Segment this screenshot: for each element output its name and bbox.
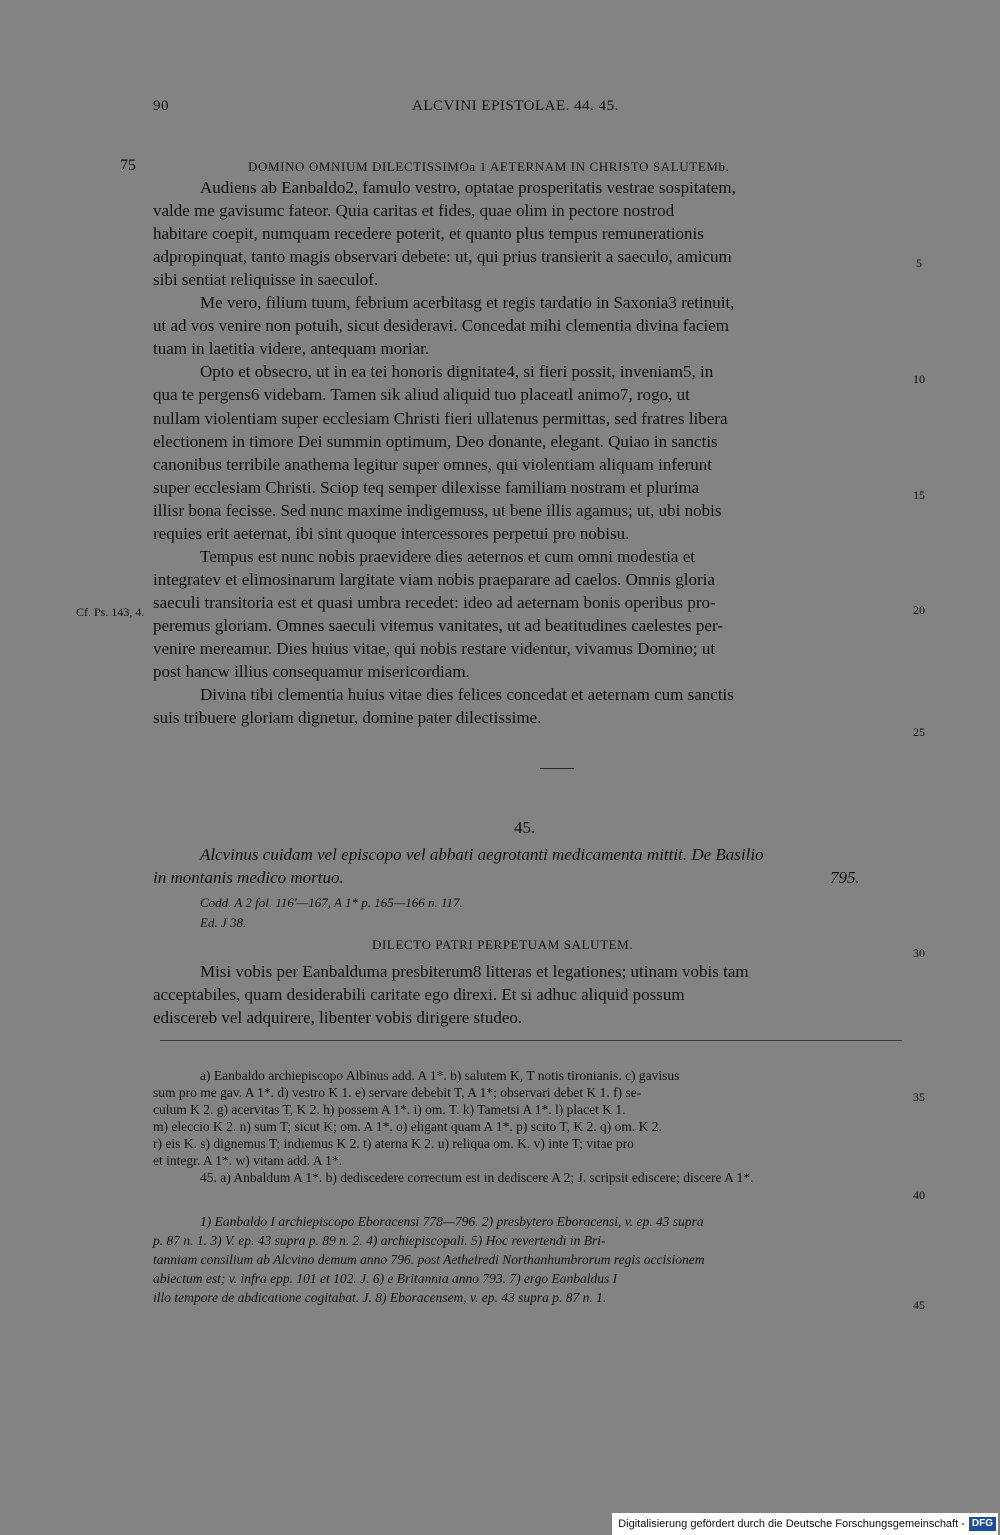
text-line: Misi vobis per Eanbalduma presbiterum8 litteras et legationes; utinam vobis tam bbox=[200, 962, 749, 981]
text-line: sibi sentiat reliquisse in saeculof. bbox=[153, 270, 379, 290]
text-line: tuam in laetitia videre, antequam moriar. bbox=[153, 339, 430, 359]
letter-45-salutation: DILECTO PATRI PERPETUAM SALUTEM. bbox=[372, 937, 634, 952]
text-line: integratev et elimosinarum largitate viam nobis praeparare ad caelos. Omnis gloria bbox=[153, 569, 715, 589]
text-line: qua te pergens6 videbam. Tamen sik aliud aliquid tuo placeatl animo7, rogo, ut bbox=[153, 385, 690, 405]
page-number: 90 bbox=[153, 98, 169, 114]
text-line: habitare coepit, numquam recedere poterit, et quanto plus tempus remunerationis bbox=[153, 224, 704, 244]
line-number: 45 bbox=[913, 1298, 925, 1312]
text-line: culum K 2. g) acervitas T, K 2. h) possem A 1*. i) om. T. k) Tametsi A 1*. l) placet K 1. bbox=[153, 1102, 626, 1117]
line-number: 35 bbox=[913, 1090, 925, 1104]
line-number: 20 bbox=[913, 603, 925, 617]
letter-45-summary-1: Alcvinus cuidam vel episcopo vel abbati aegrotanti medicamenta mittit. De Basilio bbox=[200, 845, 764, 864]
text-line: canonibus terribile anathema legitur super omnes, qui violentiam aliquam inferunt bbox=[153, 454, 712, 474]
text-line: 1) Eanbaldo I archiepiscopo Eboracensi 778—796. 2) presbytero Eboracensi, v. ep. 43 supra bbox=[200, 1214, 704, 1229]
text-line: adpropinquat, tanto magis observari debete: ut, qui prius transierit a saeculo, amicum bbox=[153, 247, 732, 267]
text-line: Opto et obsecro, ut in ea tei honoris dignitate4, si fieri possit, inveniam5, in bbox=[200, 362, 714, 382]
text-line: Me vero, filium tuum, febrium acerbitasg et regis tardatio in Saxonia3 retinuit, bbox=[200, 293, 735, 313]
text-line: tanniam consilium ab Alcvino demum anno 796. post Aethelredi Northanhumbrorum regis occisionem bbox=[153, 1252, 705, 1267]
dfg-logo: DFG bbox=[969, 1517, 996, 1531]
text-line: Divina tibi clementia huius vitae dies felices concedat et aeternam cum sanctis bbox=[200, 685, 734, 705]
text-line: illisr bona fecisse. Sed nunc maxime indigemuss, ut bene illis agamus; ut, ubi nobis bbox=[153, 500, 722, 520]
text-line: ediscereb vel adquirere, libenter vobis dirigere studeo. bbox=[153, 1008, 523, 1027]
text-line: saeculi transitoria est et quasi umbra recedet: ideo ad aeternam bonis operibus pro- bbox=[153, 592, 716, 612]
letter-44-salutation: DOMINO OMNIUM DILECTISSIMOa 1 AETERNAM IN CHRISTO SALUTEMb. bbox=[248, 159, 730, 174]
letter-45-summary-2: in montanis medico mortuo. bbox=[153, 868, 344, 887]
text-line: 45. a) Anbaldum A 1*. b) dediscedere correctum est in dediscere A 2; J. scripsit ediscere; discere A 1*. bbox=[200, 1170, 754, 1185]
text-line: nullam violentiam super ecclesiam Christi fieri ullatenus permittas, sed fratres libera bbox=[153, 408, 728, 428]
line-number: 30 bbox=[913, 946, 925, 960]
text-line: venire mereamur. Dies huius vitae, qui nobis restare videntur, vivamus Domino; ut bbox=[153, 639, 716, 658]
line-number: 25 bbox=[913, 725, 925, 739]
line-number: 5 bbox=[916, 256, 922, 270]
line-number: 10 bbox=[913, 372, 925, 386]
text-line: abiectum est; v. infra epp. 101 et 102. J. 6) e Britannia anno 793. 7) ergo Eanbaldus I bbox=[153, 1271, 618, 1286]
psalm-reference: Cf. Ps. 143, 4. bbox=[76, 605, 145, 619]
text-line: electionem in timore Dei summin optimum, Deo donante, elegant. Quiao in sanctis bbox=[153, 431, 718, 451]
text-line: r) eis K. s) dignemus T; indiemus K 2. t) aterna K 2. u) reliqua om. K. v) inte T; vitae pro bbox=[153, 1136, 634, 1151]
text-line: Tempus est nunc nobis praevidere dies aeternos et cum omni modestia et bbox=[200, 546, 695, 566]
letter-45-number: 45. bbox=[514, 818, 536, 837]
text-line: valde me gavisumc fateor. Quia caritas et fides, quae olim in pectore nostrod bbox=[153, 201, 675, 221]
text-line: requies erit aeternat, ibi sint quoque intercessores perpetui pro nobisu. bbox=[153, 523, 630, 543]
divider-rule bbox=[540, 768, 574, 769]
text-line: super ecclesiam Christi. Sciop teq semper dilexisse familiam nostram et plurima bbox=[153, 477, 700, 497]
letter-45-year: 795. bbox=[830, 868, 860, 887]
digitization-credit bbox=[612, 1513, 998, 1535]
text-line: post hancw illius consequamur misericordiam. bbox=[153, 662, 470, 682]
margin-number-75: 75 bbox=[120, 157, 136, 174]
footnote-rule bbox=[160, 1040, 902, 1041]
text-line: illo tempore de abdicatione cogitabat. J. 8) Eboracensem, v. ep. 43 supra p. 87 n. 1. bbox=[153, 1290, 607, 1305]
edition: Ed. J 38. bbox=[200, 915, 247, 930]
text-line: acceptabiles, quam desiderabili caritate ego direxi. Et si adhuc aliquid possum bbox=[153, 985, 685, 1004]
text-line: Audiens ab Eanbaldo2, famulo vestro, optatae prosperitatis vestrae sospitatem, bbox=[200, 178, 736, 197]
codices: Codd. A 2 fol. 116'—167, A 1* p. 165—166 n. 117. bbox=[200, 895, 463, 910]
text-line: ut ad vos venire non potuih, sicut desideravi. Concedat mihi clementia divina faciem bbox=[153, 316, 729, 336]
text-line: sum pro me gav. A 1*. d) vestro K 1. e) servare debebit T, A 1*; observari debet K 1. f) se- bbox=[153, 1085, 642, 1100]
text-line: peremus gloriam. Omnes saeculi vitemus vanitates, ut ad beatitudines caelestes per- bbox=[153, 615, 723, 635]
credit-text: Digitalisierung gefördert durch die Deutsche Forschungsgemeinschaft - bbox=[618, 1518, 965, 1530]
text-line: et integr. A 1*. w) vitam add. A 1*. bbox=[153, 1153, 342, 1168]
line-number: 15 bbox=[913, 488, 925, 502]
text-line: p. 87 n. 1. 3) V. ep. 43 supra p. 89 n. 2. 4) archiepiscopali. 5) Hoc revertendi in Bri- bbox=[153, 1233, 606, 1248]
running-title: ALCVINI EPISTOLAE. 44. 45. bbox=[412, 98, 619, 114]
line-number: 40 bbox=[913, 1188, 925, 1202]
text-line: suis tribuere gloriam dignetur, domine pater dilectissime. bbox=[153, 708, 542, 728]
text-line: a) Eanbaldo archiepiscopo Albinus add. A 1*. b) salutem K, T notis tironianis. c) gavisus bbox=[200, 1068, 680, 1083]
text-line: m) eleccio K 2. n) sum T; sicut K; om. A 1*. o) eligant quam A 1*. p) scito T, K 2. q) om. K 2. bbox=[153, 1119, 662, 1134]
